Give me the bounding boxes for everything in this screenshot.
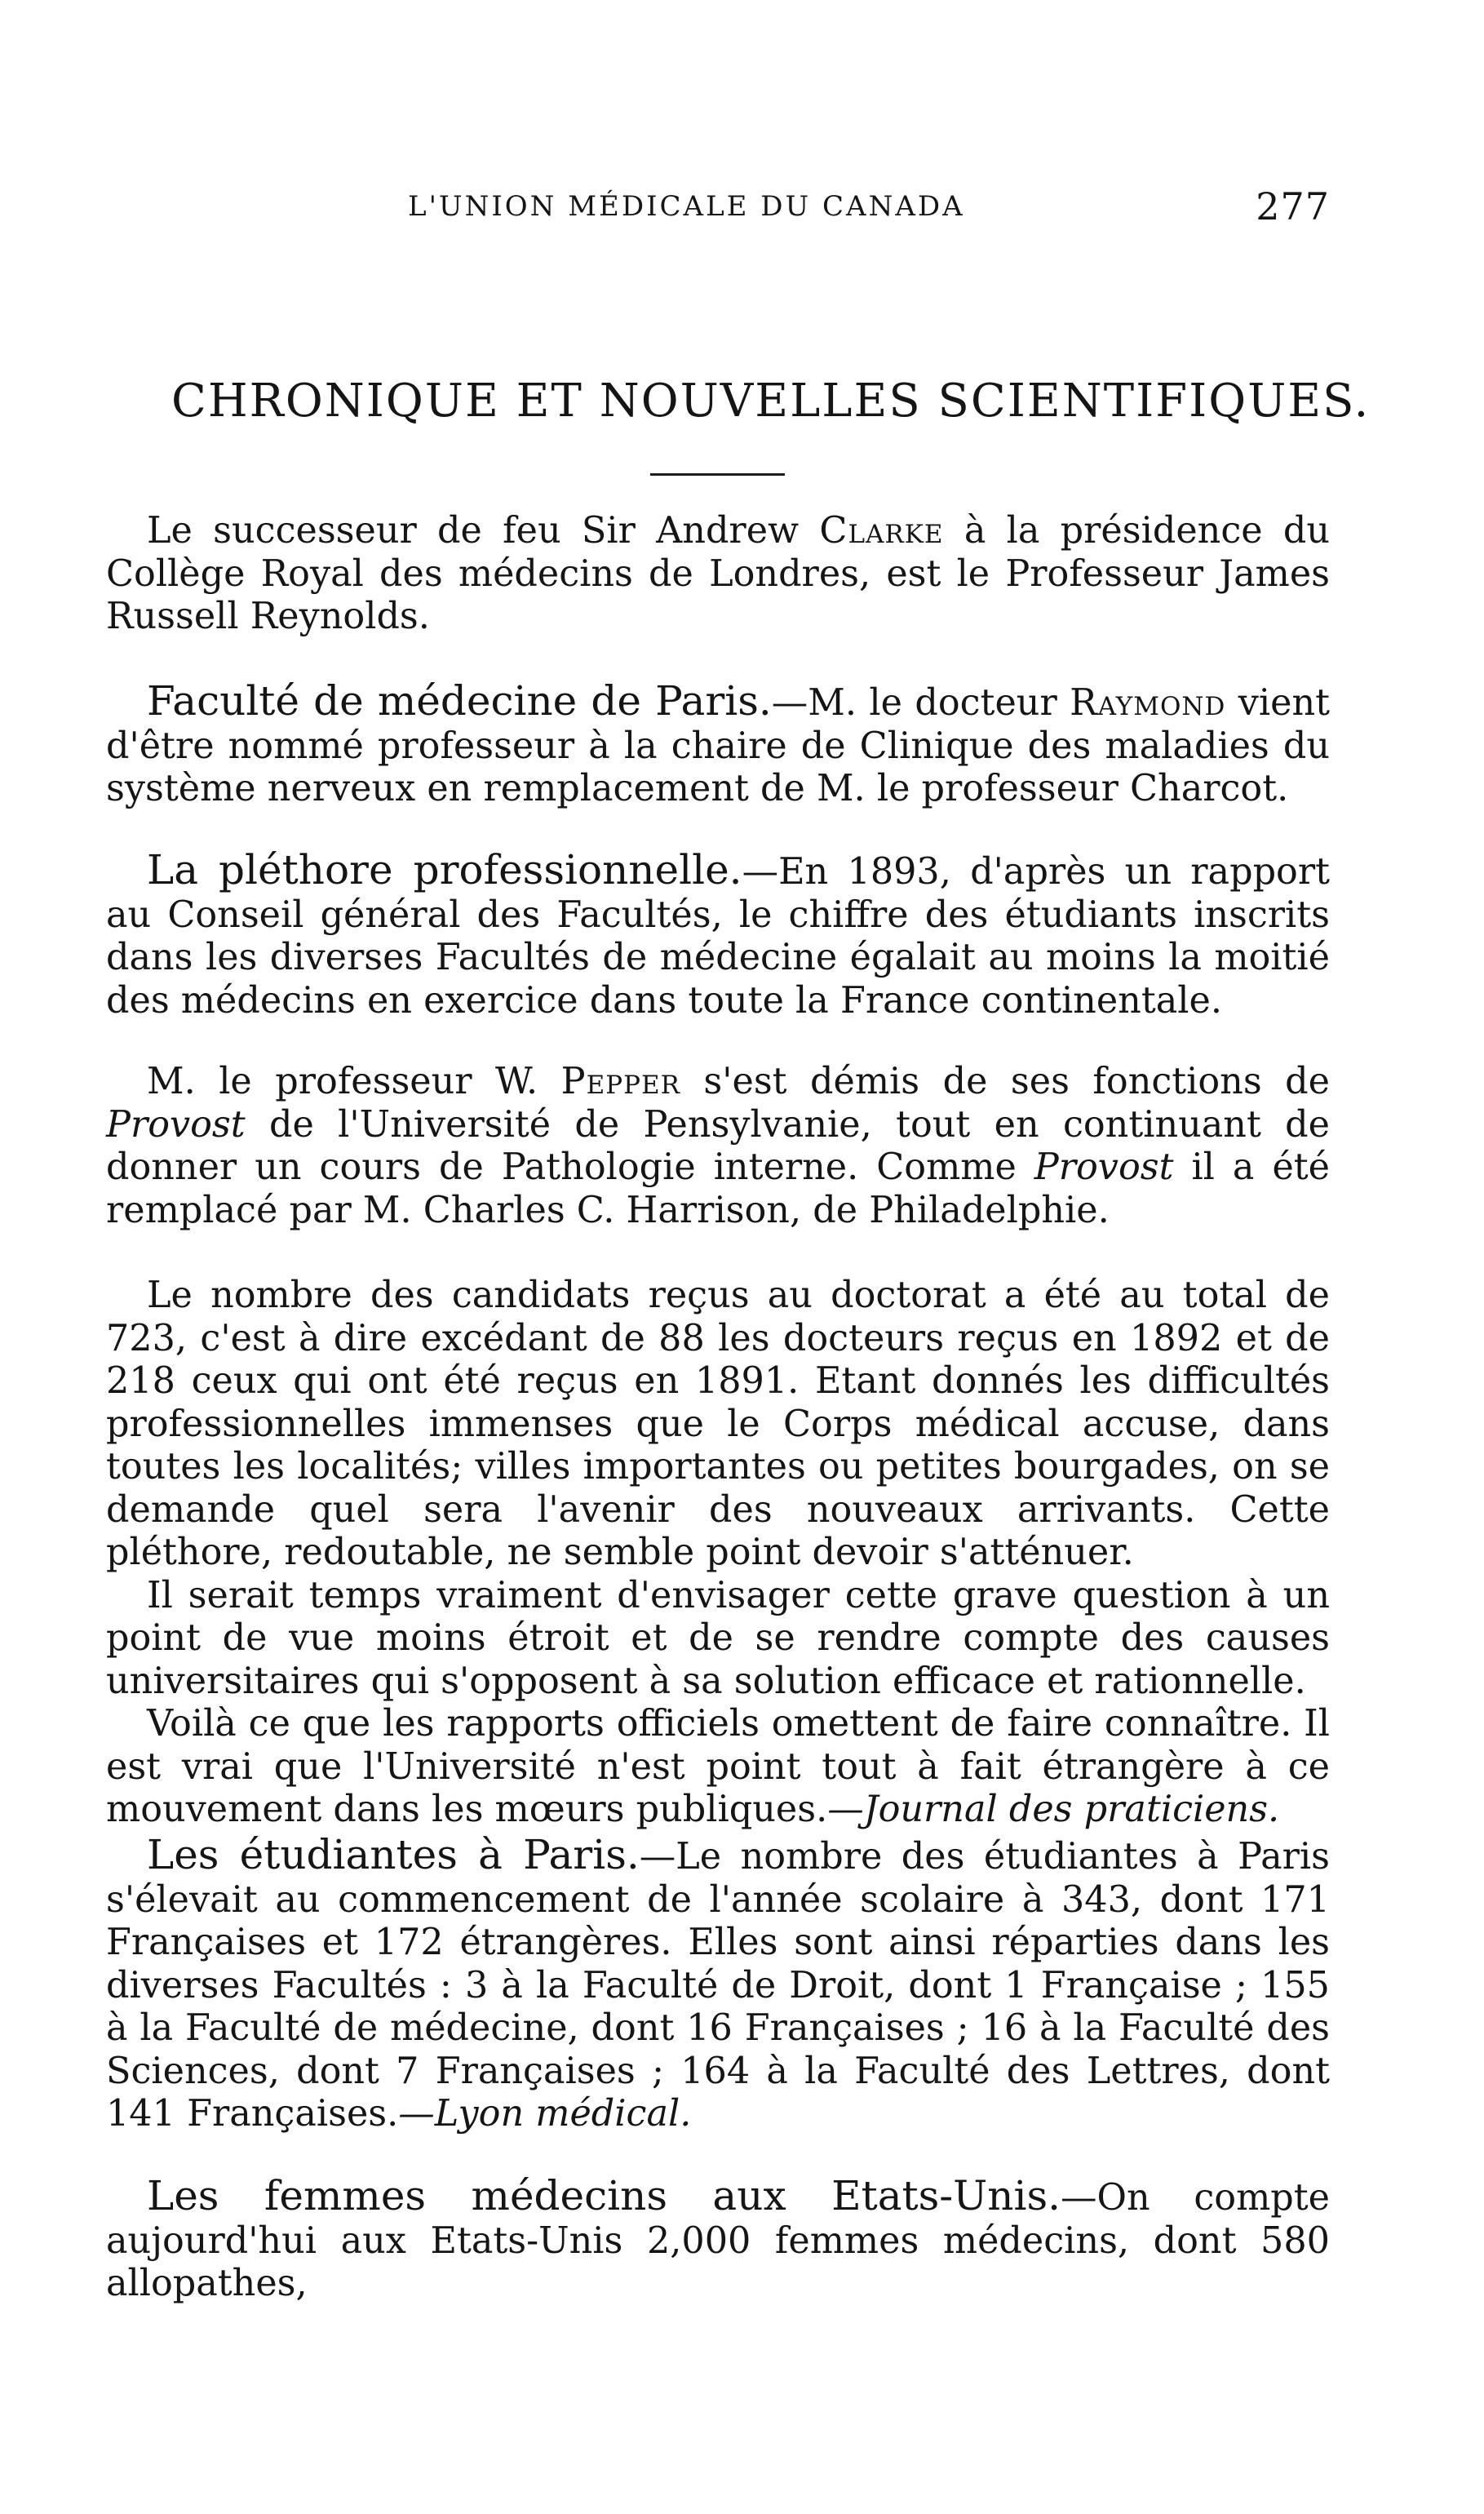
p1-text-b: à la présidence du Collège Royal des médecins de Londres, est le Professeur James Russell Reynolds. bbox=[106, 510, 1330, 637]
running-header bbox=[106, 186, 1330, 235]
paragraph-candidats bbox=[106, 1275, 1330, 1832]
p6-heading: Les étudiantes à Paris. bbox=[147, 1831, 640, 1878]
p1-name-clarke: Clarke bbox=[819, 510, 944, 552]
paragraph-plethore bbox=[106, 846, 1330, 1022]
title-rule bbox=[650, 473, 785, 476]
p6-source: —Lyon médical. bbox=[398, 2093, 692, 2135]
document-page bbox=[106, 0, 1371, 2514]
p4-text-d: il a été remplacé par M. Charles C. Harrison, de Philadelphie. bbox=[106, 1146, 1330, 1231]
page-number: 277 bbox=[1256, 184, 1330, 228]
p1-text-a: Le successeur de feu Sir Andrew bbox=[147, 510, 820, 552]
p4-provost-1: Provost bbox=[106, 1103, 246, 1146]
p4-text-b: s'est démis de ses fonctions de bbox=[680, 1061, 1330, 1102]
paragraph-pepper bbox=[106, 1061, 1330, 1232]
p2-text-b: vient d'être nommé professeur à la chaire de Clinique des maladies du système nerveux en remplacement de M. le professeur Charcot. bbox=[106, 682, 1331, 809]
journal-title: L'UNION MÉDICALE DU CANADA bbox=[408, 190, 965, 223]
paragraph-clarke-successor bbox=[106, 510, 1330, 639]
p3-heading: La pléthore professionnelle. bbox=[147, 846, 742, 893]
p2-heading: Faculté de médecine de Paris. bbox=[147, 677, 772, 725]
p7-heading: Les femmes médecins aux Etats-Unis. bbox=[147, 2172, 1061, 2219]
p4-text-a: M. le professeur W. bbox=[147, 1061, 561, 1102]
p5-sentence-3-wrapper bbox=[106, 1703, 1330, 1832]
p2-name-raymond: Raymond bbox=[1070, 682, 1226, 724]
p4-name-pepper: Pepper bbox=[560, 1061, 680, 1102]
p4-provost-2: Provost bbox=[1034, 1146, 1174, 1188]
p4-text-c: de l'Université de Pensylvanie, tout en continuant de donner un cours de Pathologie interne. Comme bbox=[106, 1103, 1330, 1188]
paragraph-etudiantes bbox=[106, 1833, 1330, 2136]
section-title: CHRONIQUE ET NOUVELLES SCIENTIFIQUES. bbox=[171, 375, 1371, 428]
p3-body: —En 1893, d'après un rapport au Conseil général des Facultés, le chiffre des étudiants inscrits dans les diverses Facultés de médecine égalait au moins la moitié des médecins en exercice dans toute la France continentale. bbox=[106, 851, 1330, 1022]
p7-body: —On compte aujourd'hui aux Etats-Unis 2,000 femmes médecins, dont 580 allopathes, bbox=[106, 2177, 1330, 2304]
p5-sentence-2: Il serait temps vraiment d'envisager cette grave question à un point de vue moins étroit et de se rendre compte des causes universitaires qui s'opposent à sa solution efficace et rationnelle. bbox=[106, 1574, 1330, 1702]
p6-body: —Le nombre des étudiantes à Paris s'élevait au commencement de l'année scolaire à 343, dont 171 Françaises et 172 étrangères. Elles sont ainsi réparties dans les diverses Facultés : 3 à la Faculté de Droit, dont 1 Française ; 155 à la Faculté de médecine, dont 16 Françaises ; 16 à la Faculté des Sciences, dont 7 Françaises ; 164 à la Faculté des Lettres, dont 141 Françaises. bbox=[106, 1836, 1330, 2135]
p2-text-a: —M. le docteur bbox=[771, 682, 1070, 724]
p5-sentence-1: Le nombre des candidats reçus au doctorat a été au total de 723, c'est à dire excédant de 88 les docteurs reçus en 1892 et de 218 ceux qui ont été reçus en 1891. Etant donnés les difficultés professionnelles immenses que le Corps médical accuse, dans toutes les localités; villes importantes ou petites bourgades, on se demande quel sera l'avenir des nouveaux arrivants. Cette pléthore, redoutable, ne semble point devoir s'atténuer. bbox=[106, 1275, 1330, 1573]
p5-sentence-3: Voilà ce que les rapports officiels omettent de faire connaître. Il est vrai que l'Université n'est point tout à fait étrangère à ce mouvement dans les mœurs publiques. bbox=[106, 1703, 1330, 1830]
p5-source: —Journal des praticiens. bbox=[827, 1789, 1280, 1830]
paragraph-femmes-medecins bbox=[106, 2172, 1330, 2306]
paragraph-faculte-paris bbox=[106, 677, 1331, 811]
